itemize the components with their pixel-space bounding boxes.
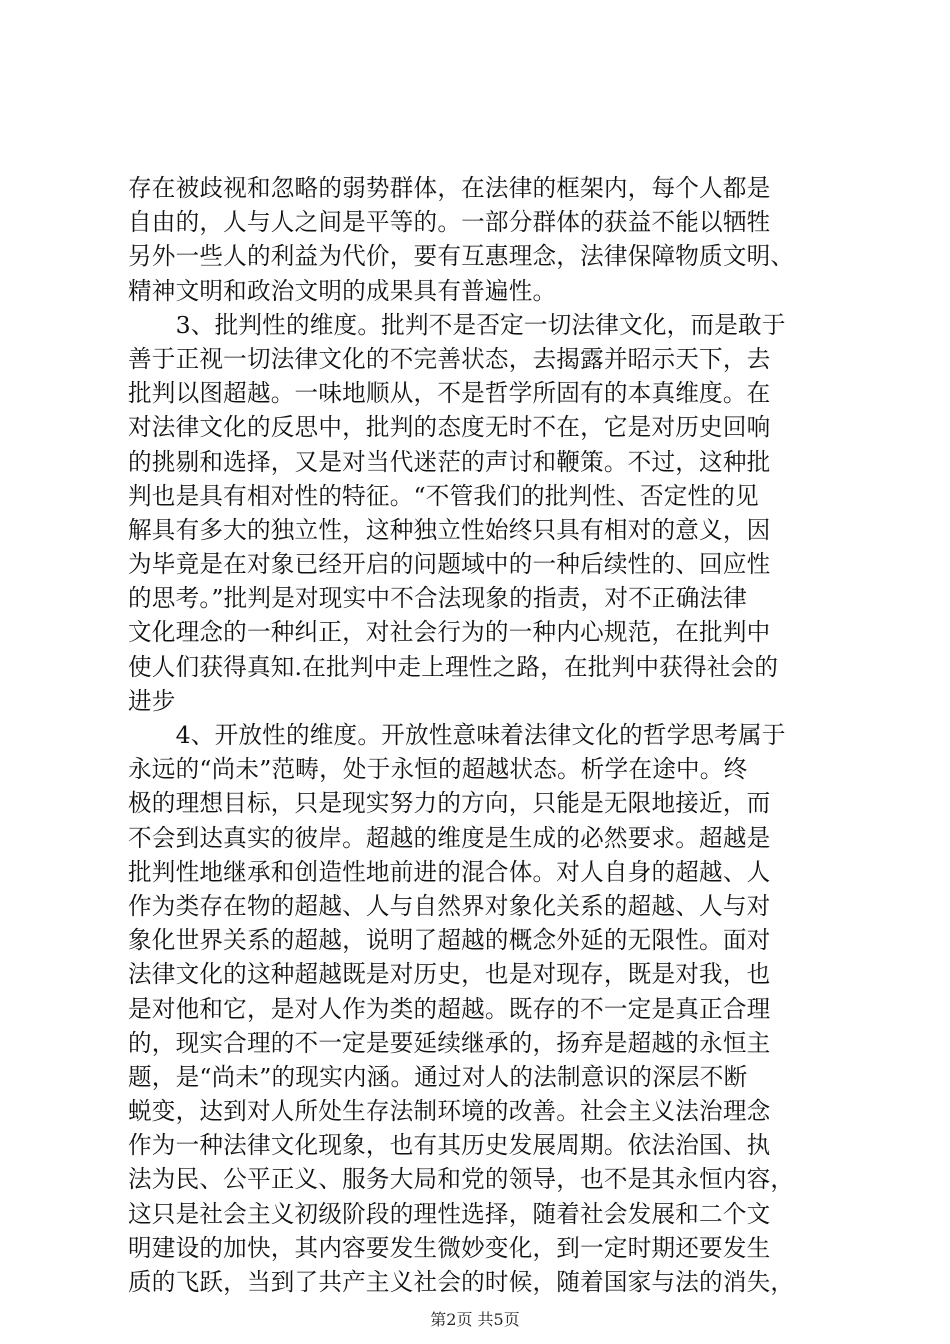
- text-line: 不会到达真实的彼岸。超越的维度是生成的必然要求。超越是: [128, 823, 771, 852]
- page-footer: [0, 1310, 950, 1330]
- text-line: 是对他和它，是对人作为类的超越。既存的不一定是真正合理: [128, 994, 771, 1023]
- text-line: 解具有多大的独立性，这种独立性始终只具有相对的意义，因: [128, 515, 771, 544]
- text-line: 批判性地继承和创造性地前进的混合体。对人自身的超越、人: [128, 857, 771, 886]
- page-number-label: 第2页 共5页: [430, 1310, 520, 1329]
- text-line: 题，是“尚未”的现实内涵。通过对人的法制意识的深层不断: [128, 1062, 748, 1091]
- text-line: 另外一些人的利益为代价，要有互惠理念，法律保障物质文明、: [128, 242, 795, 271]
- text-line: 极的理想目标，只是现实努力的方向，只能是无限地接近，而: [128, 789, 771, 818]
- text-line: 作为一种法律文化现象，也有其历史发展周期。依法治国、执: [128, 1131, 771, 1160]
- text-line: 明建设的加快，其内容要发生微妙变化，到一定时期还要发生: [128, 1233, 771, 1262]
- text-line: 进步: [128, 686, 176, 715]
- text-line: 象化世界关系的超越，说明了超越的概念外延的无限性。面对: [128, 926, 771, 955]
- text-line: 的，现实合理的不一定是要延续继承的，扬弃是超越的永恒主: [128, 1028, 771, 1057]
- text-line: 精神文明和政治文明的成果具有普遍性。: [128, 276, 557, 305]
- text-line: 质的飞跃，当到了共产主义社会的时候，随着国家与法的消失，: [128, 1268, 795, 1296]
- text-line: 这只是社会主义初级阶段的理性选择，随着社会发展和二个文: [128, 1199, 771, 1228]
- text-line: 作为类存在物的超越、人与自然界对象化关系的超越、人与对: [128, 891, 771, 920]
- text-line: 善于正视一切法律文化的不完善状态，去揭露并昭示天下，去: [128, 344, 771, 373]
- text-line: 法为民、公平正义、服务大局和党的领导，也不是其永恒内容，: [128, 1165, 795, 1194]
- text-line: 对法律文化的反思中，批判的态度无时不在，它是对历史回响: [128, 413, 771, 442]
- text-line: 的思考。”批判是对现实中不合法现象的指责，对不正确法律: [128, 584, 748, 613]
- text-line: 为毕竟是在对象已经开启的问题域中的一种后续性的、回应性: [128, 550, 771, 579]
- text-line: 存在被歧视和忽略的弱势群体，在法律的框架内，每个人都是: [128, 174, 771, 202]
- text-line: 自由的，人与人之间是平等的。一部分群体的获益不能以牺牲: [128, 208, 771, 237]
- text-line: 使人们获得真知.在批判中走上理性之路，在批判中获得社会的: [128, 652, 779, 681]
- body-text: [128, 171, 848, 1299]
- text-line: 永远的“尚未”范畴，处于永恒的超越状态。析学在途中。终: [128, 755, 748, 784]
- text-line: 判也是具有相对性的特征。“不管我们的批判性、否定性的见: [128, 481, 759, 510]
- text-line: 蜕变，达到对人所处生存法制环境的改善。社会主义法治理念: [128, 1097, 771, 1126]
- text-line: 法律文化的这种超越既是对历史，也是对现存，既是对我，也: [128, 960, 771, 989]
- text-line: 批判以图超越。一味地顺从，不是哲学所固有的本真维度。在: [128, 379, 771, 408]
- text-line: 3、批判性的维度。批判不是否定一切法律文化，而是敢于: [128, 310, 786, 339]
- text-line: 的挑剔和选择，又是对当代迷茫的声讨和鞭策。不过，这种批: [128, 447, 771, 476]
- text-line: 文化理念的一种纠正，对社会行为的一种内心规范，在批判中: [128, 618, 771, 647]
- text-line: 4、开放性的维度。开放性意味着法律文化的哲学思考属于: [128, 721, 786, 749]
